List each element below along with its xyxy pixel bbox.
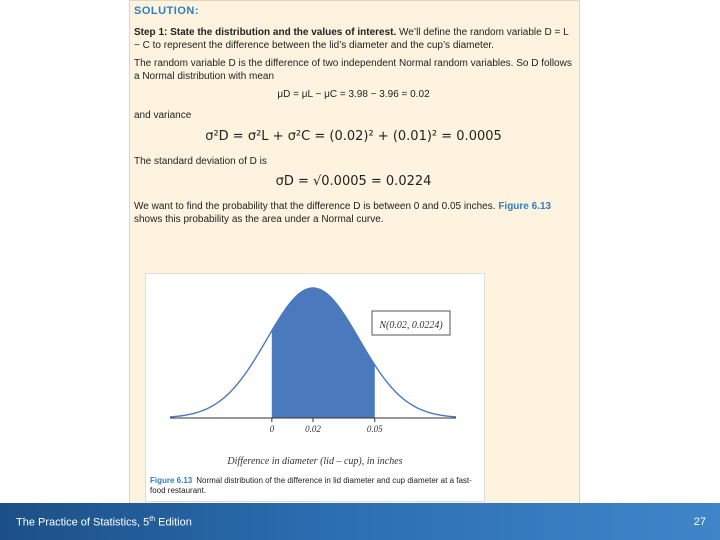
page-number: 27 (693, 516, 706, 528)
figure-reference: Figure 6.13 (498, 201, 552, 212)
figure-caption-text: Normal distribution of the difference in lid diameter and cup diameter at a fast-food restaurant. (150, 476, 472, 495)
figure-caption (150, 476, 480, 496)
x-tick-label: 0 (269, 424, 275, 434)
x-axis-label: Difference in diameter (lid – cup), in inches (227, 456, 403, 467)
step1-text: We’ll define the random variable D = L − C to represent the difference between the lid’s diameter and the cup’s diameter. (134, 27, 569, 51)
want-text: We want to find the probability that the difference D is between 0 and 0.05 inches. (134, 201, 496, 212)
x-tick-label: 0.05 (366, 424, 383, 434)
mean-equation: μD = μL − μC = 3.98 − 3.96 = 0.02 (277, 89, 430, 100)
x-tick-label: 0.02 (305, 424, 321, 434)
x-axis-ticks (270, 418, 384, 434)
figure-6-13 (145, 273, 485, 502)
figure-caption-label: Figure 6.13 (150, 476, 193, 485)
sd-label: The standard deviation of D is (134, 155, 267, 167)
footer-bar (0, 503, 720, 540)
step1-title: Step 1: State the distribution and the values of interest. (134, 27, 397, 38)
variance-label: and variance (134, 110, 192, 121)
want-paragraph (134, 201, 573, 226)
distribution-label: N(0.02, 0.0224) (379, 320, 443, 331)
figure-reference-rest: shows this probability as the area under a Normal curve. (134, 213, 384, 225)
solution-heading: SOLUTION: (134, 5, 199, 17)
variance-equation: σ²D = σ²L + σ²C = (0.02)² + (0.01)² = 0.0005 (205, 128, 502, 144)
normal-curve-chart (146, 274, 484, 474)
step1-paragraph (134, 27, 573, 52)
sd-equation: σD = √0.0005 = 0.0224 (275, 174, 432, 189)
normal-paragraph: The random variable D is the difference of two independent Normal random variables. So D follows a Normal distribution with mean (134, 58, 572, 82)
footer-title: The Practice of Statistics, 5th Edition (16, 516, 192, 529)
